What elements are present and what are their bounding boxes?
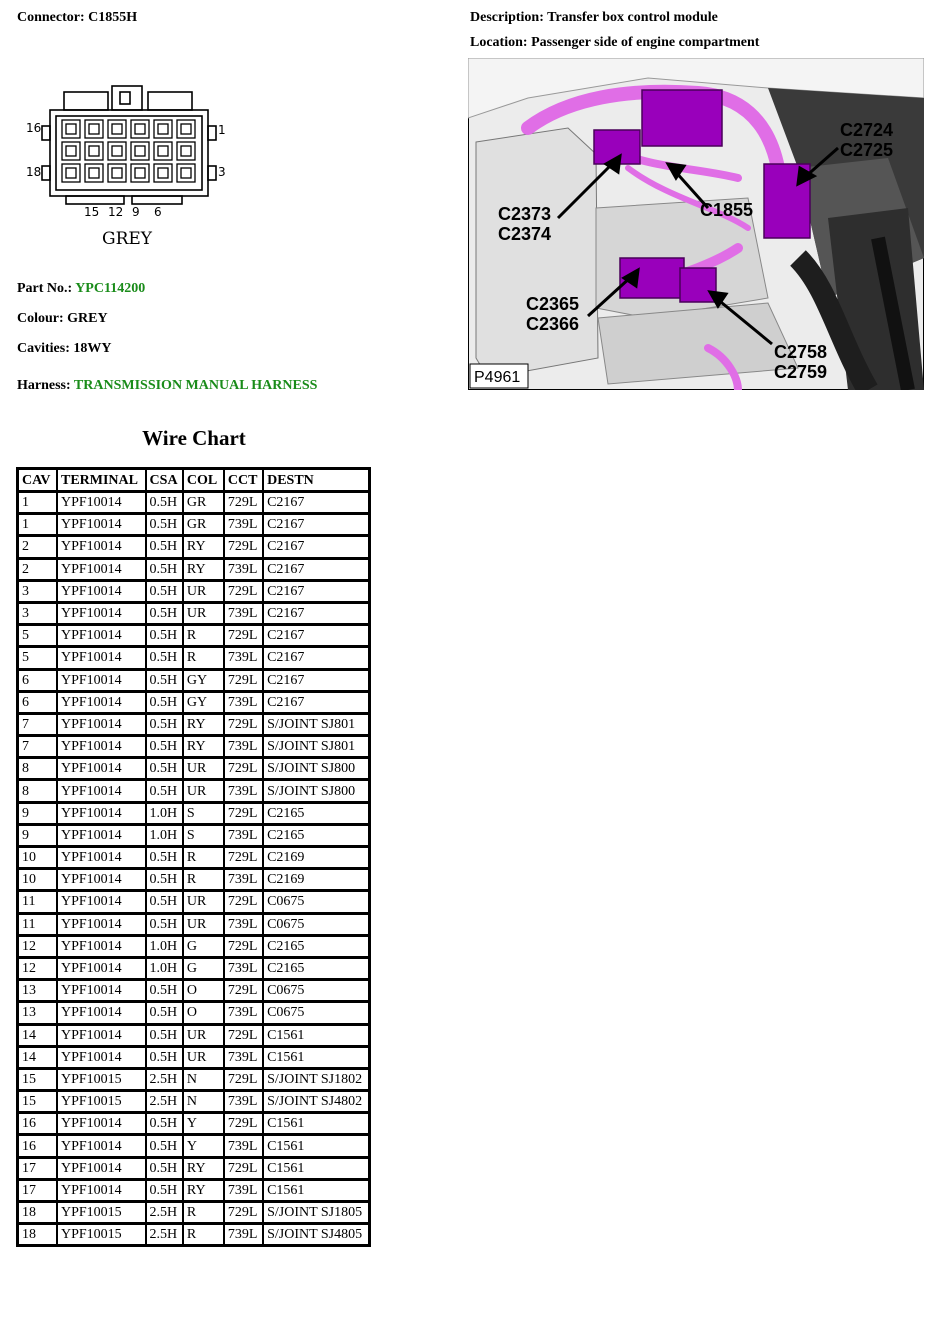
cell-cav: 17 <box>19 1159 58 1181</box>
cell-col: GY <box>184 671 225 693</box>
cell-col: O <box>184 1003 225 1025</box>
cell-terminal: YPF10014 <box>58 915 147 937</box>
cell-cct: 729L <box>225 1026 264 1048</box>
cell-destn: C2169 <box>264 848 368 870</box>
cell-cct: 739L <box>225 1225 264 1244</box>
cell-terminal: YPF10014 <box>58 671 147 693</box>
table-row <box>19 1003 368 1025</box>
pin-18-label: 18 <box>26 165 42 179</box>
cell-col: GY <box>184 693 225 715</box>
cell-cav: 10 <box>19 870 58 892</box>
cell-col: UR <box>184 892 225 914</box>
colour-label: Colour: <box>17 311 64 326</box>
cell-col: N <box>184 1070 225 1092</box>
cell-destn: C0675 <box>264 892 368 914</box>
cell-terminal: YPF10014 <box>58 626 147 648</box>
cell-terminal: YPF10014 <box>58 804 147 826</box>
cell-cav: 3 <box>19 604 58 626</box>
cell-csa: 0.5H <box>147 737 184 759</box>
cell-csa: 0.5H <box>147 892 184 914</box>
cell-terminal: YPF10015 <box>58 1092 147 1114</box>
cell-cav: 13 <box>19 981 58 1003</box>
location-value: Passenger side of engine compartment <box>531 35 760 50</box>
cell-csa: 1.0H <box>147 826 184 848</box>
cell-col: R <box>184 626 225 648</box>
cell-col: R <box>184 648 225 670</box>
cell-csa: 0.5H <box>147 693 184 715</box>
cell-destn: C2169 <box>264 870 368 892</box>
cell-cct: 729L <box>225 981 264 1003</box>
cell-cct: 739L <box>225 1048 264 1070</box>
cell-terminal: YPF10014 <box>58 693 147 715</box>
cell-cav: 16 <box>19 1114 58 1136</box>
cell-cav: 11 <box>19 915 58 937</box>
cell-destn: C2165 <box>264 826 368 848</box>
cell-destn: S/JOINT SJ4802 <box>264 1092 368 1114</box>
cell-col: RY <box>184 1159 225 1181</box>
cell-cct: 729L <box>225 537 264 559</box>
cell-destn: C2167 <box>264 671 368 693</box>
pin-9-label: 9 <box>132 205 140 219</box>
cell-cct: 739L <box>225 959 264 981</box>
table-row <box>19 626 368 648</box>
cell-cct: 729L <box>225 937 264 959</box>
wire-chart-title: Wire Chart <box>142 426 246 450</box>
cell-cav: 8 <box>19 781 58 803</box>
table-row <box>19 560 368 582</box>
cell-col: UR <box>184 1026 225 1048</box>
cell-destn: C0675 <box>264 981 368 1003</box>
cell-csa: 0.5H <box>147 604 184 626</box>
callout-c2374: C2374 <box>498 224 552 244</box>
cell-cct: 729L <box>225 1159 264 1181</box>
cell-col: UR <box>184 582 225 604</box>
cell-destn: C1561 <box>264 1114 368 1136</box>
cell-cav: 7 <box>19 715 58 737</box>
cell-destn: S/JOINT SJ801 <box>264 737 368 759</box>
cell-cav: 7 <box>19 737 58 759</box>
cell-cav: 15 <box>19 1092 58 1114</box>
cell-destn: S/JOINT SJ801 <box>264 715 368 737</box>
cell-cct: 739L <box>225 604 264 626</box>
table-row <box>19 671 368 693</box>
table-row <box>19 915 368 937</box>
cell-destn: C2167 <box>264 560 368 582</box>
cell-csa: 0.5H <box>147 560 184 582</box>
cell-terminal: YPF10014 <box>58 648 147 670</box>
column-header-col: COL <box>184 470 225 493</box>
cell-cav: 18 <box>19 1225 58 1244</box>
cell-terminal: YPF10014 <box>58 781 147 803</box>
wire-chart-header-row <box>19 470 368 493</box>
callout-c2366: C2366 <box>526 314 580 334</box>
table-row <box>19 493 368 515</box>
cell-col: RY <box>184 537 225 559</box>
table-row <box>19 804 368 826</box>
cell-cav: 2 <box>19 560 58 582</box>
cell-cct: 739L <box>225 826 264 848</box>
cell-terminal: YPF10014 <box>58 715 147 737</box>
cell-cav: 12 <box>19 959 58 981</box>
cell-csa: 0.5H <box>147 1114 184 1136</box>
cell-csa: 0.5H <box>147 1048 184 1070</box>
cell-cav: 5 <box>19 648 58 670</box>
description-label: Description: <box>470 10 544 25</box>
cell-csa: 0.5H <box>147 781 184 803</box>
column-header-terminal: TERMINAL <box>58 470 147 493</box>
cell-terminal: YPF10014 <box>58 582 147 604</box>
cell-cav: 18 <box>19 1203 58 1225</box>
cell-cav: 6 <box>19 671 58 693</box>
callout-c2373: C2373 <box>498 204 552 224</box>
cell-col: O <box>184 981 225 1003</box>
cell-csa: 1.0H <box>147 937 184 959</box>
cell-csa: 0.5H <box>147 848 184 870</box>
cell-csa: 0.5H <box>147 493 184 515</box>
table-row <box>19 693 368 715</box>
wire-chart-table <box>16 467 371 1247</box>
description-value: Transfer box control module <box>547 10 718 25</box>
cell-terminal: YPF10015 <box>58 1070 147 1092</box>
cell-terminal: YPF10015 <box>58 1203 147 1225</box>
cell-cav: 17 <box>19 1181 58 1203</box>
table-row <box>19 1114 368 1136</box>
cell-terminal: YPF10014 <box>58 892 147 914</box>
cell-csa: 0.5H <box>147 915 184 937</box>
cell-destn: S/JOINT SJ1802 <box>264 1070 368 1092</box>
cell-csa: 0.5H <box>147 1026 184 1048</box>
cell-col: S <box>184 804 225 826</box>
cell-csa: 2.5H <box>147 1225 184 1244</box>
cell-col: G <box>184 937 225 959</box>
cell-destn: C1561 <box>264 1048 368 1070</box>
cell-col: UR <box>184 781 225 803</box>
cell-csa: 0.5H <box>147 671 184 693</box>
cell-col: UR <box>184 1048 225 1070</box>
cell-cav: 1 <box>19 493 58 515</box>
cell-destn: S/JOINT SJ1805 <box>264 1203 368 1225</box>
harness-line <box>17 378 317 394</box>
cell-cct: 739L <box>225 737 264 759</box>
cell-cav: 2 <box>19 537 58 559</box>
colour-value: GREY <box>67 311 108 326</box>
cell-cav: 9 <box>19 826 58 848</box>
part-no-value: YPC114200 <box>75 281 146 296</box>
column-header-destn: DESTN <box>264 470 368 493</box>
cell-cct: 729L <box>225 1203 264 1225</box>
table-row <box>19 826 368 848</box>
cell-col: RY <box>184 715 225 737</box>
cell-csa: 1.0H <box>147 804 184 826</box>
table-row <box>19 959 368 981</box>
table-row <box>19 1225 368 1244</box>
table-row <box>19 1181 368 1203</box>
cell-col: R <box>184 1225 225 1244</box>
cell-cct: 739L <box>225 915 264 937</box>
table-row <box>19 759 368 781</box>
table-row <box>19 648 368 670</box>
cell-cct: 739L <box>225 1003 264 1025</box>
location-photo <box>468 58 924 390</box>
cell-cct: 729L <box>225 1070 264 1092</box>
cell-destn: C1561 <box>264 1136 368 1158</box>
cavities-label: Cavities: <box>17 341 70 356</box>
cell-terminal: YPF10014 <box>58 1181 147 1203</box>
cell-cct: 739L <box>225 560 264 582</box>
cell-destn: C2165 <box>264 959 368 981</box>
cell-cct: 729L <box>225 493 264 515</box>
table-row <box>19 937 368 959</box>
table-row <box>19 515 368 537</box>
callout-c2758: C2758 <box>774 342 828 362</box>
cell-col: RY <box>184 560 225 582</box>
connector-line <box>17 10 137 26</box>
cell-csa: 0.5H <box>147 515 184 537</box>
cell-csa: 0.5H <box>147 537 184 559</box>
cell-cav: 8 <box>19 759 58 781</box>
cell-destn: C2165 <box>264 804 368 826</box>
cell-terminal: YPF10014 <box>58 981 147 1003</box>
cell-destn: C1561 <box>264 1181 368 1203</box>
connector-value: C1855H <box>88 10 138 25</box>
cell-col: S <box>184 826 225 848</box>
cell-csa: 1.0H <box>147 959 184 981</box>
callout-c1855: C1855 <box>700 200 754 220</box>
cell-destn: C2167 <box>264 493 368 515</box>
table-row <box>19 582 368 604</box>
cell-cct: 739L <box>225 781 264 803</box>
cell-cct: 729L <box>225 671 264 693</box>
cell-csa: 0.5H <box>147 981 184 1003</box>
figure-id: P4961 <box>474 369 521 386</box>
cell-csa: 0.5H <box>147 1181 184 1203</box>
cell-destn: C0675 <box>264 1003 368 1025</box>
harness-value: TRANSMISSION MANUAL HARNESS <box>73 378 318 393</box>
pin-1-label: 1 <box>218 123 226 137</box>
cell-terminal: YPF10015 <box>58 1225 147 1244</box>
pin-12-label: 12 <box>108 205 124 219</box>
cell-col: R <box>184 848 225 870</box>
cell-terminal: YPF10014 <box>58 826 147 848</box>
cell-csa: 0.5H <box>147 1003 184 1025</box>
cell-csa: 0.5H <box>147 1159 184 1181</box>
cell-cav: 6 <box>19 693 58 715</box>
cell-terminal: YPF10014 <box>58 1026 147 1048</box>
cell-destn: C2167 <box>264 537 368 559</box>
cell-cct: 729L <box>225 1114 264 1136</box>
cell-terminal: YPF10014 <box>58 537 147 559</box>
table-row <box>19 870 368 892</box>
callout-c2724: C2724 <box>840 120 894 140</box>
cell-col: UR <box>184 759 225 781</box>
cell-cav: 13 <box>19 1003 58 1025</box>
cell-cct: 739L <box>225 870 264 892</box>
table-row <box>19 1026 368 1048</box>
cell-destn: S/JOINT SJ800 <box>264 781 368 803</box>
cell-cct: 739L <box>225 1136 264 1158</box>
cell-csa: 0.5H <box>147 582 184 604</box>
location-line <box>470 35 759 51</box>
cell-csa: 2.5H <box>147 1203 184 1225</box>
column-header-cav: CAV <box>19 470 58 493</box>
cell-csa: 0.5H <box>147 759 184 781</box>
column-header-csa: CSA <box>147 470 184 493</box>
part-no-label: Part No.: <box>17 281 73 296</box>
table-row <box>19 1092 368 1114</box>
cell-csa: 0.5H <box>147 870 184 892</box>
cell-cct: 739L <box>225 1092 264 1114</box>
cell-col: R <box>184 1203 225 1225</box>
cell-col: UR <box>184 915 225 937</box>
cell-col: UR <box>184 604 225 626</box>
cell-col: G <box>184 959 225 981</box>
table-row <box>19 848 368 870</box>
cell-cav: 3 <box>19 582 58 604</box>
table-row <box>19 737 368 759</box>
connector-colour-label: GREY <box>102 229 153 249</box>
table-row <box>19 537 368 559</box>
cell-cav: 1 <box>19 515 58 537</box>
cell-terminal: YPF10014 <box>58 515 147 537</box>
cell-cav: 11 <box>19 892 58 914</box>
cell-destn: C1561 <box>264 1159 368 1181</box>
cell-cav: 16 <box>19 1136 58 1158</box>
cavities-value: 18WY <box>73 341 112 356</box>
table-row <box>19 781 368 803</box>
cell-cav: 14 <box>19 1048 58 1070</box>
cell-destn: C2165 <box>264 937 368 959</box>
harness-label: Harness: <box>17 378 71 393</box>
cell-terminal: YPF10014 <box>58 848 147 870</box>
cell-terminal: YPF10014 <box>58 604 147 626</box>
cell-cct: 729L <box>225 848 264 870</box>
callout-c2759: C2759 <box>774 362 828 382</box>
cell-terminal: YPF10014 <box>58 1048 147 1070</box>
callout-c2725: C2725 <box>840 140 894 160</box>
table-row <box>19 715 368 737</box>
connector-face-diagram <box>20 82 240 252</box>
cell-csa: 0.5H <box>147 626 184 648</box>
table-row <box>19 1070 368 1092</box>
cell-terminal: YPF10014 <box>58 1003 147 1025</box>
cell-col: GR <box>184 515 225 537</box>
cell-cct: 739L <box>225 1181 264 1203</box>
cell-cav: 5 <box>19 626 58 648</box>
cell-cct: 739L <box>225 648 264 670</box>
table-row <box>19 981 368 1003</box>
cell-terminal: YPF10014 <box>58 937 147 959</box>
cell-destn: C1561 <box>264 1026 368 1048</box>
table-row <box>19 892 368 914</box>
cell-col: N <box>184 1092 225 1114</box>
cell-cct: 729L <box>225 626 264 648</box>
cell-terminal: YPF10014 <box>58 759 147 781</box>
cell-terminal: YPF10014 <box>58 737 147 759</box>
cell-terminal: YPF10014 <box>58 1136 147 1158</box>
table-row <box>19 604 368 626</box>
cell-terminal: YPF10014 <box>58 493 147 515</box>
pin-16-label: 16 <box>26 121 42 135</box>
table-row <box>19 1203 368 1225</box>
cell-destn: C2167 <box>264 582 368 604</box>
cell-terminal: YPF10014 <box>58 560 147 582</box>
cell-cct: 729L <box>225 892 264 914</box>
colour-line <box>17 311 108 327</box>
cell-destn: S/JOINT SJ800 <box>264 759 368 781</box>
cell-cct: 739L <box>225 693 264 715</box>
cell-cct: 729L <box>225 582 264 604</box>
column-header-cct: CCT <box>225 470 264 493</box>
table-row <box>19 1048 368 1070</box>
cell-cav: 9 <box>19 804 58 826</box>
cell-terminal: YPF10014 <box>58 1114 147 1136</box>
connector-label: Connector: <box>17 10 85 25</box>
cell-destn: C2167 <box>264 626 368 648</box>
cell-csa: 2.5H <box>147 1092 184 1114</box>
cell-terminal: YPF10014 <box>58 1159 147 1181</box>
pin-6-label: 6 <box>154 205 162 219</box>
cavities-line <box>17 341 112 357</box>
cell-cct: 729L <box>225 804 264 826</box>
callout-c2365: C2365 <box>526 294 580 314</box>
cell-col: R <box>184 870 225 892</box>
cell-terminal: YPF10014 <box>58 870 147 892</box>
table-row <box>19 1136 368 1158</box>
cell-cav: 12 <box>19 937 58 959</box>
cell-cct: 729L <box>225 715 264 737</box>
cell-destn: C2167 <box>264 604 368 626</box>
cell-csa: 0.5H <box>147 1136 184 1158</box>
cell-destn: C2167 <box>264 648 368 670</box>
cell-col: RY <box>184 737 225 759</box>
cell-col: Y <box>184 1114 225 1136</box>
description-line <box>470 10 718 26</box>
pin-15-label: 15 <box>84 205 100 219</box>
cell-csa: 0.5H <box>147 648 184 670</box>
cell-destn: C2167 <box>264 515 368 537</box>
part-no-line <box>17 281 145 297</box>
cell-col: RY <box>184 1181 225 1203</box>
cell-csa: 0.5H <box>147 715 184 737</box>
cell-terminal: YPF10014 <box>58 959 147 981</box>
cell-col: Y <box>184 1136 225 1158</box>
cell-cav: 14 <box>19 1026 58 1048</box>
table-row <box>19 1159 368 1181</box>
pin-3-label: 3 <box>218 165 226 179</box>
cell-destn: C2167 <box>264 693 368 715</box>
cell-cav: 10 <box>19 848 58 870</box>
cell-destn: S/JOINT SJ4805 <box>267 1227 363 1243</box>
cell-col: GR <box>184 493 225 515</box>
cell-csa: 2.5H <box>147 1070 184 1092</box>
cell-cct: 739L <box>225 515 264 537</box>
cell-cav: 15 <box>19 1070 58 1092</box>
cell-cct: 729L <box>225 759 264 781</box>
location-label: Location: <box>470 35 528 50</box>
cell-destn: C0675 <box>264 915 368 937</box>
